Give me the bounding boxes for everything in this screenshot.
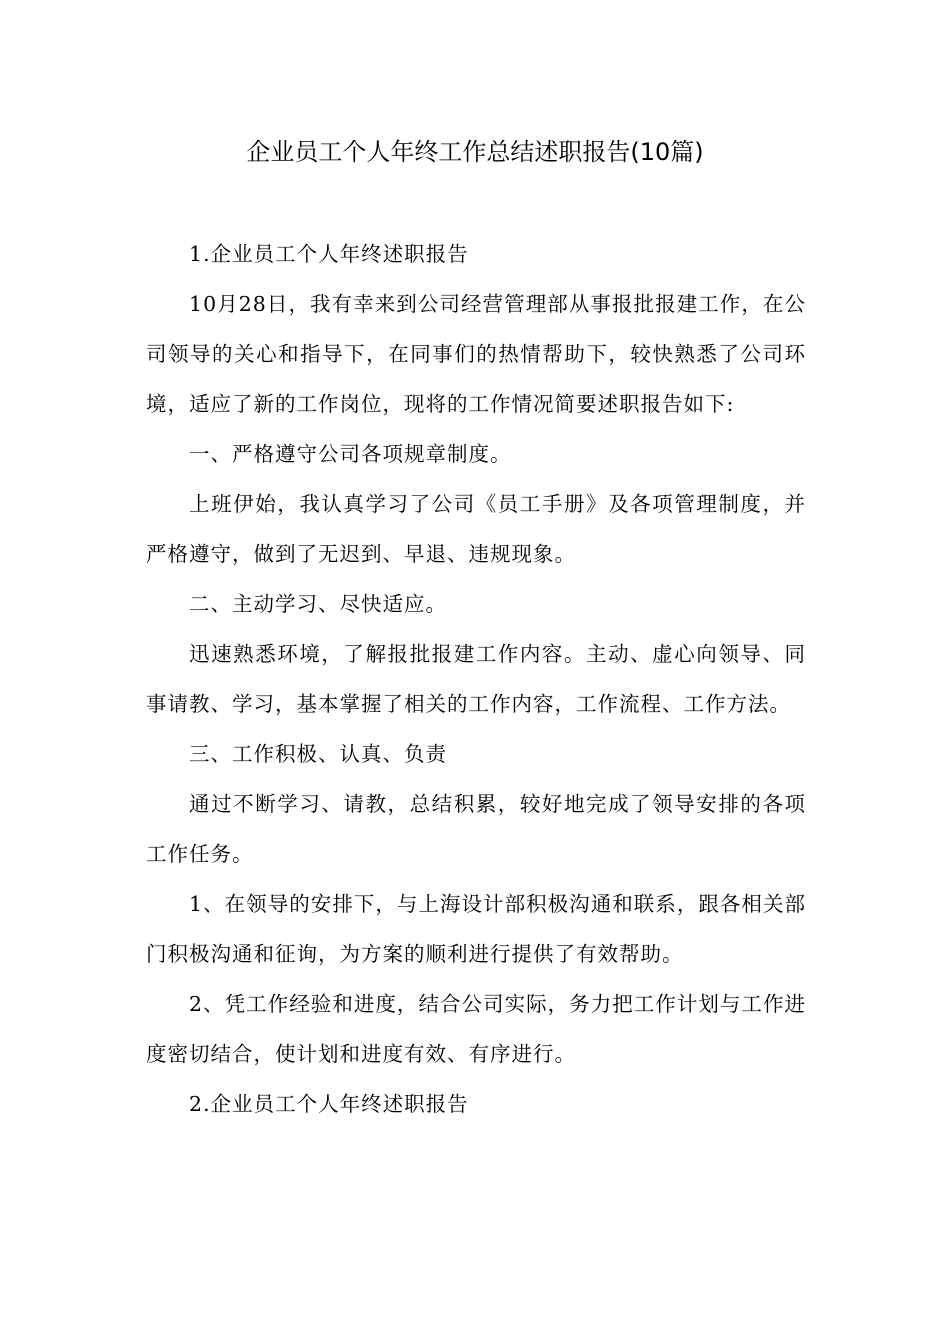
item-heading: 一、严格遵守公司各项规章制度。 [189, 442, 512, 466]
section-heading: 2.企业员工个人年终述职报告 [189, 1092, 469, 1116]
body-paragraph: 1、在领导的安排下，与上海设计部积极沟通和联系，跟各相关部门积极沟通和征询，为方案的顺利进行提供了有效帮助。 [146, 892, 806, 966]
document-title: 企业员工个人年终工作总结述职报告(10篇) [246, 138, 704, 166]
body-paragraph: 通过不断学习、请教，总结积累，较好地完成了领导安排的各项工作任务。 [146, 792, 806, 866]
body-paragraph: 上班伊始，我认真学习了公司《员工手册》及各项管理制度，并严格遵守，做到了无迟到、早退、违规现象。 [146, 492, 806, 566]
body-paragraph: 2、凭工作经验和进度，结合公司实际，务力把工作计划与工作进度密切结合，使计划和进度有效、有序进行。 [146, 992, 806, 1066]
body-paragraph: 迅速熟悉环境，了解报批报建工作内容。主动、虚心向领导、同事请教、学习，基本掌握了相关的工作内容，工作流程、工作方法。 [146, 642, 806, 716]
document-body [146, 229, 806, 1129]
body-paragraph: 10月28日，我有幸来到公司经营管理部从事报批报建工作，在公司领导的关心和指导下，在同事们的热情帮助下，较快熟悉了公司环境，适应了新的工作岗位，现将的工作情况简要述职报告如下: [146, 292, 806, 416]
item-heading: 三、工作积极、认真、负责 [189, 742, 448, 766]
item-heading: 二、主动学习、尽快适应。 [189, 592, 448, 616]
section-heading: 1.企业员工个人年终述职报告 [189, 242, 469, 266]
